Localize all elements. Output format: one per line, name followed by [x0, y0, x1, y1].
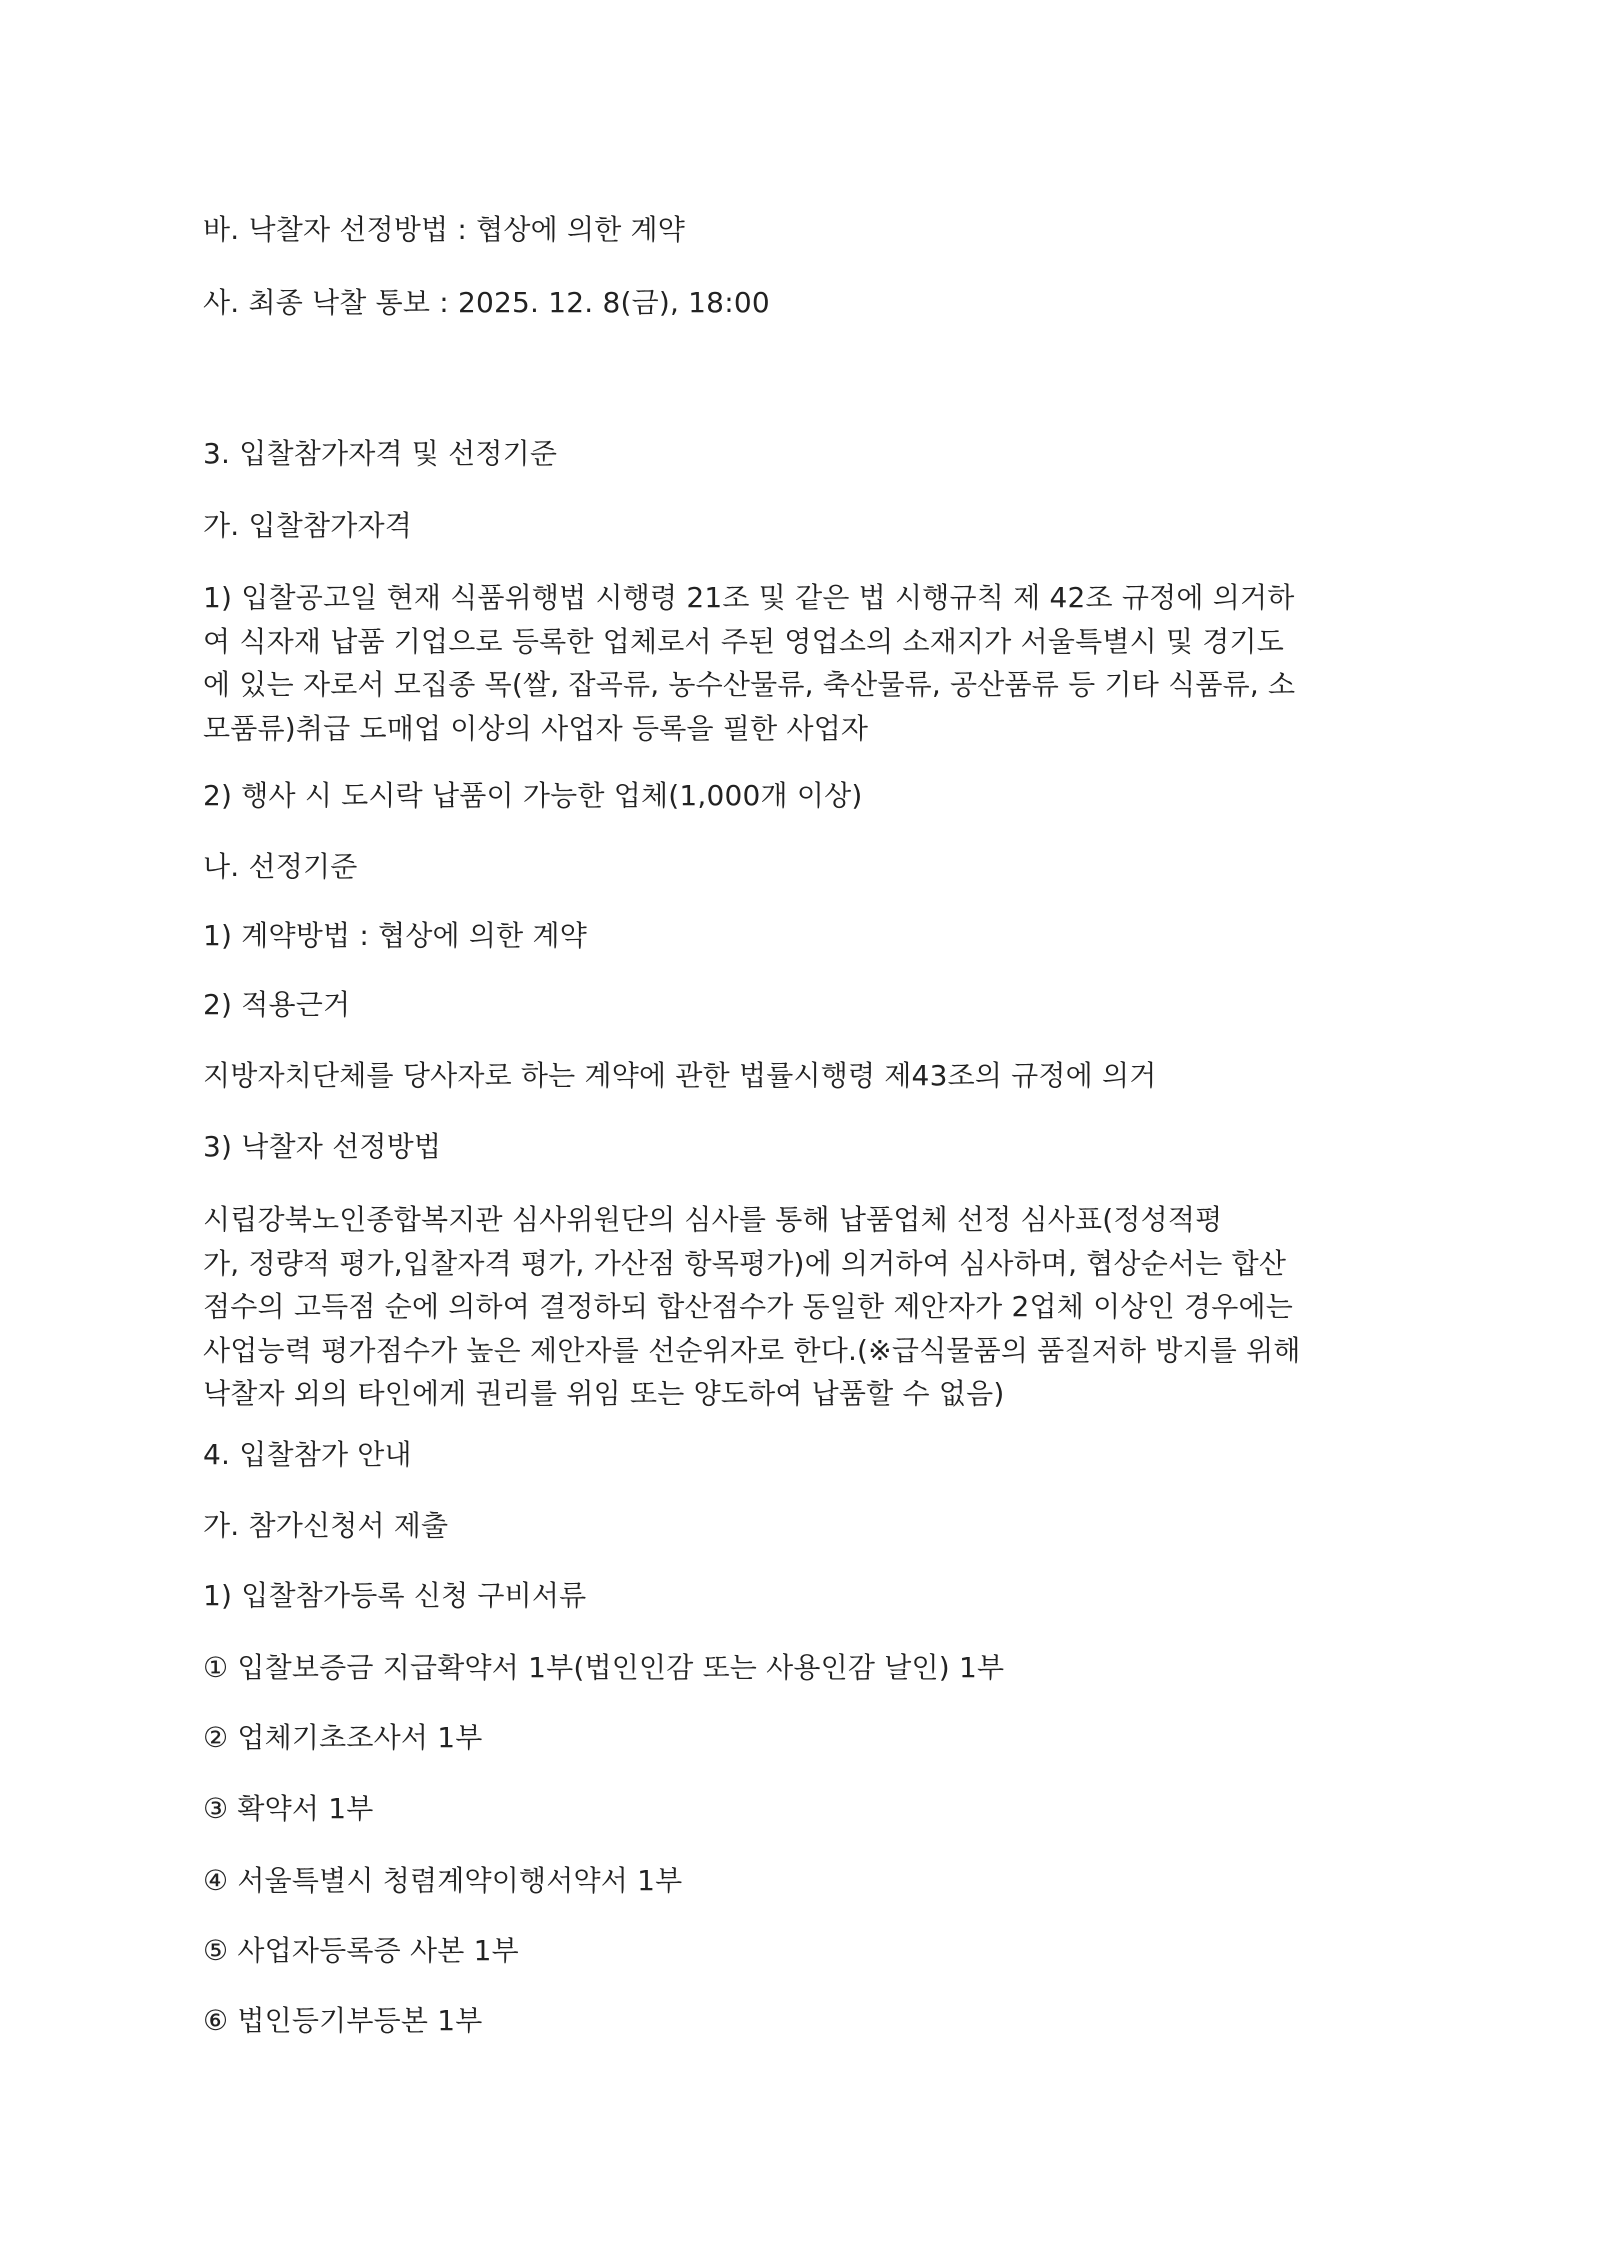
subheading-ga-application: 가. 참가신청서 제출 [203, 1509, 449, 1542]
heading-3-qualification: 3. 입찰참가자격 및 선정기준 [203, 437, 558, 470]
document-item-2: ② 업체기초조사서 1부 [203, 1721, 483, 1754]
subheading-na-criteria: 나. 선정기준 [203, 850, 358, 883]
legal-basis-text: 지방자치단체를 당사자로 하는 계약에 관한 법률시행령 제43조의 규정에 의거 [203, 1059, 1157, 1092]
criteria-3-winner-selection: 3) 낙찰자 선정방법 [203, 1130, 442, 1163]
required-documents-heading: 1) 입찰참가등록 신청 구비서류 [203, 1579, 587, 1612]
paragraph-line: 점수의 고득점 순에 의하여 결정하되 합산점수가 동일한 제안자가 2업체 이상인 경우에는 [203, 1290, 1293, 1323]
document-item-1: ① 입찰보증금 지급확약서 1부(법인인감 또는 사용인감 날인) 1부 [203, 1651, 1005, 1684]
criteria-1-contract-method: 1) 계약방법 : 협상에 의한 계약 [203, 919, 588, 952]
paragraph-line: 에 있는 자로서 모집종 목(쌀, 잡곡류, 농수산물류, 축산물류, 공산품류 등 기타 식품류, 소 [203, 668, 1296, 701]
paragraph-line: 1) 입찰공고일 현재 식품위행법 시행령 21조 및 같은 법 시행규칙 제 42조 규정에 의거하 [203, 581, 1295, 614]
paragraph-line: 모품류)취급 도매업 이상의 사업자 등록을 필한 사업자 [203, 711, 869, 745]
paragraph-line: 여 식자재 납품 기업으로 등록한 업체로서 주된 영업소의 소재지가 서울특별시 및 경기도 [203, 624, 1285, 658]
paragraph-line: 사업능력 평가점수가 높은 제안자를 선순위자로 한다.(※급식물품의 품질저하 방지를 위해 [203, 1333, 1301, 1367]
paragraph-qualification-1 [203, 576, 1433, 750]
document-item-3: ③ 확약서 1부 [203, 1792, 374, 1825]
section-ba-winner-method: 바. 낙찰자 선정방법 : 협상에 의한 계약 [203, 213, 686, 246]
paragraph-line: 낙찰자 외의 타인에게 권리를 위임 또는 양도하여 납품할 수 없음) [203, 1377, 1005, 1410]
criteria-2-legal-basis: 2) 적용근거 [203, 988, 351, 1021]
qualification-2-lunchbox: 2) 행사 시 도시락 납품이 가능한 업체(1,000개 이상) [203, 779, 863, 812]
document-item-4: ④ 서울특별시 청렴계약이행서약서 1부 [203, 1864, 683, 1897]
paragraph-winner-selection [203, 1198, 1433, 1416]
paragraph-line: 가, 정량적 평가,입찰자격 평가, 가산점 항목평가)에 의거하여 심사하며, 협상순서는 합산 [203, 1246, 1287, 1280]
document-item-6: ⑥ 법인등기부등본 1부 [203, 2004, 483, 2037]
document-item-5: ⑤ 사업자등록증 사본 1부 [203, 1934, 519, 1967]
subheading-ga-qualification: 가. 입찰참가자격 [203, 509, 412, 542]
heading-4-participation: 4. 입찰참가 안내 [203, 1438, 412, 1471]
paragraph-line: 시립강북노인종합복지관 심사위원단의 심사를 통해 납품업체 선정 심사표(정성적평 [203, 1203, 1223, 1236]
section-sa-final-notice: 사. 최종 낙찰 통보 : 2025. 12. 8(금), 18:00 [203, 286, 770, 319]
